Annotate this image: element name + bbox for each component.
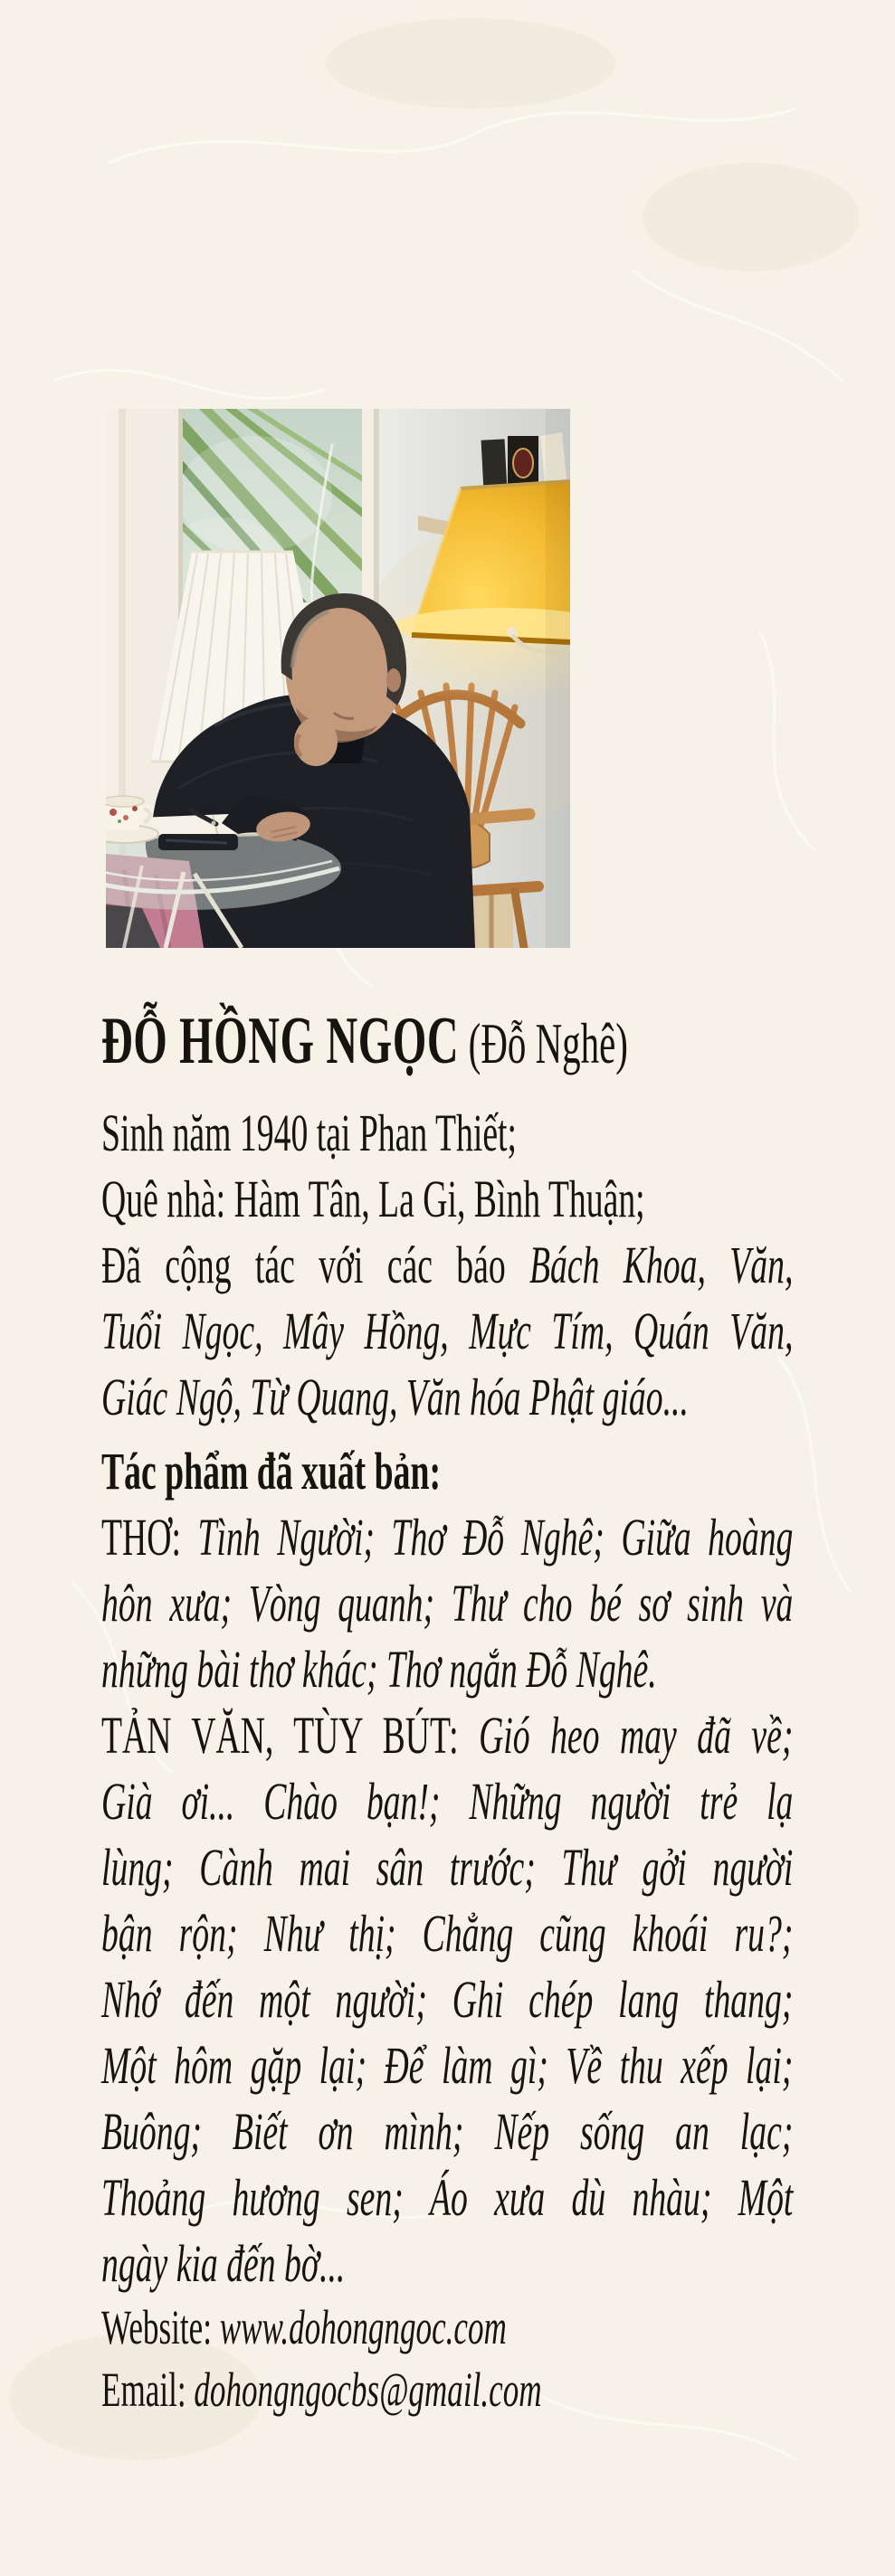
text-segment: hôn xưa; Vòng quanh; Thư cho bé sơ sinh và: [101, 1574, 794, 1633]
text-segment: dohongngocbs@gmail.com: [194, 2363, 542, 2417]
text-segment: bận rộn; Như thị; Chẳng cũng khoái ru?;: [101, 1904, 794, 1963]
poetry-line: [101, 1570, 793, 1636]
journals-line: [101, 1364, 793, 1430]
text-segment: Website:: [101, 2300, 220, 2354]
essays-line: [101, 2164, 793, 2230]
text-segment: Giác Ngộ, Từ Quang, Văn hóa Phật giáo...: [101, 1368, 689, 1426]
journals-line: [101, 1232, 793, 1298]
essays-line: [101, 2032, 793, 2098]
author-photo: [106, 409, 570, 948]
text-segment: Gió heo may đã về;: [479, 1706, 794, 1765]
text-segment: TẢN VĂN, TÙY BÚT:: [101, 1706, 480, 1765]
email-line: [101, 2359, 793, 2421]
text-segment: Bách Khoa, Văn,: [529, 1236, 794, 1294]
text-segment: Tuổi Ngọc, Mây Hồng, Mực Tím, Quán Văn,: [101, 1302, 794, 1360]
text-segment: Tình Người; Thơ Đỗ Nghê; Giữa hoàng: [197, 1508, 794, 1567]
text-segment: những bài thơ khác; Thơ ngắn Đỗ Nghê.: [101, 1640, 657, 1699]
text-segment: Thoảng hương sen; Áo xưa dù nhàu; Một: [101, 2168, 794, 2227]
author-name-line: [101, 1006, 793, 1094]
text-segment: Quê nhà: Hàm Tân, La Gi, Bình Thuận;: [101, 1170, 645, 1228]
published-works-heading: [101, 1438, 793, 1504]
text-segment: Một hôm gặp lại; Để làm gì; Về thu xếp lại;: [101, 2036, 794, 2095]
condensed-text-wrap: [101, 1006, 793, 2421]
text-segment: Nhớ đến một người; Ghi chép lang thang;: [101, 1970, 794, 2029]
text-segment: THƠ:: [101, 1508, 198, 1567]
essays-line: [101, 2230, 793, 2297]
text-segment: Sinh năm 1940 tại Phan Thiết;: [101, 1103, 518, 1162]
author-pen-name: (Đỗ Nghê): [468, 1012, 628, 1075]
text-segment: Già ơi... Chào bạn!; Những người trẻ lạ: [101, 1772, 794, 1831]
bio-text-block: [101, 1006, 793, 2421]
website-line: [101, 2297, 793, 2359]
author-photo-illustration: [106, 409, 570, 948]
text-segment: ngày kia đến bờ...: [101, 2234, 346, 2293]
poetry-line: [101, 1504, 793, 1570]
poetry-line: [101, 1636, 793, 1702]
essays-line: [101, 1900, 793, 1966]
essays-line: [101, 2098, 793, 2164]
hometown-line: [101, 1166, 793, 1232]
essays-line: [101, 1702, 793, 1768]
text-segment: Đã cộng tác với các báo: [101, 1236, 530, 1294]
essays-line: [101, 1768, 793, 1834]
text-segment: lùng; Cành mai sân trước; Thư gởi người: [101, 1838, 794, 1897]
text-segment: Buông; Biết ơn mình; Nếp sống an lạc;: [101, 2102, 794, 2161]
bio-lines: [101, 1100, 793, 2421]
hand-at-chin: [294, 717, 338, 766]
birth-line: [101, 1100, 793, 1166]
text-segment: Tác phẩm đã xuất bản:: [101, 1442, 441, 1501]
text-segment: Email:: [101, 2363, 195, 2417]
text-segment: www.dohongngoc.com: [219, 2300, 507, 2354]
author-name: ĐỖ HỒNG NGỌC: [101, 1004, 460, 1078]
journals-line: [101, 1298, 793, 1364]
essays-line: [101, 1834, 793, 1900]
essays-line: [101, 1966, 793, 2032]
